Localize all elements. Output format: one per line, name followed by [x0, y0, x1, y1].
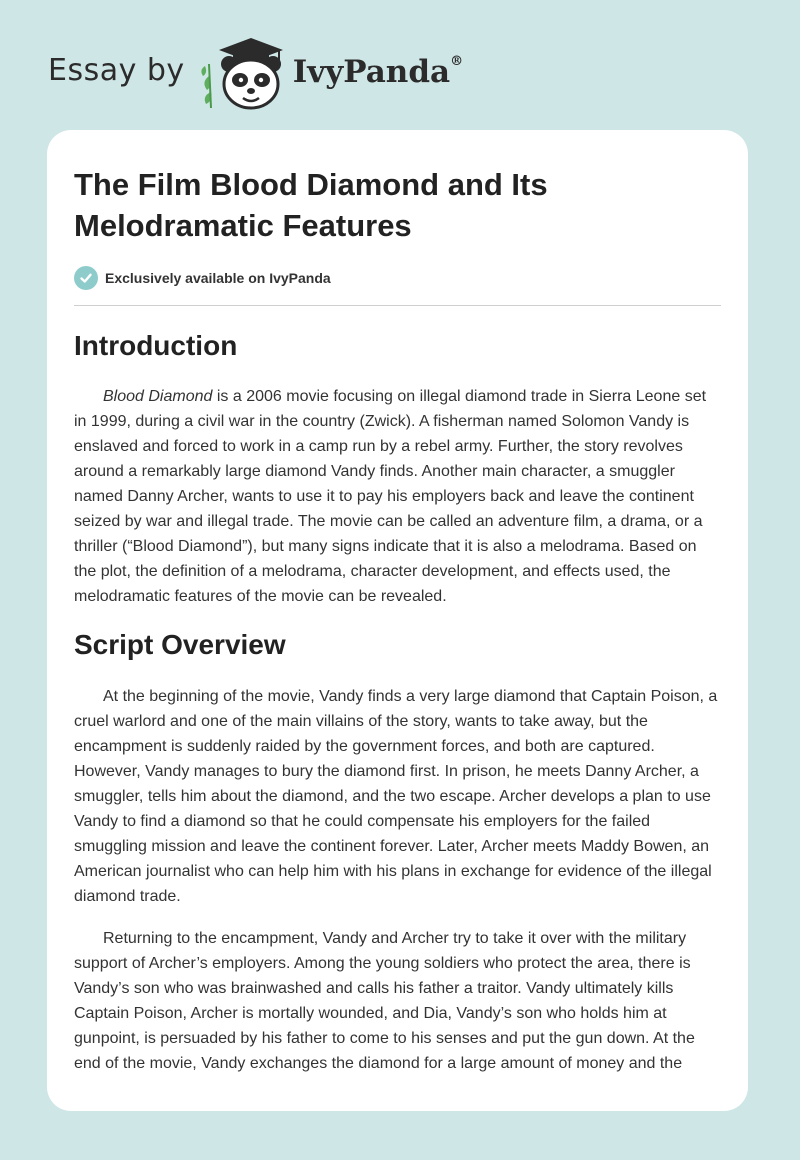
section-heading-introduction: Introduction	[74, 330, 238, 361]
script-overview-paragraph-2: Returning to the encampment, Vandy and Archer try to take it over with the military support of Archer’s employers. Among the young soldiers who protect the area, there is Vandy’s son who was brainwashed and calls his father a traitor. Vandy ultimately kills Captain Poison, Archer is mortally wounded, and Dia, Vandy’s son who holds him at gunpoint, is persuaded by his father to come to his senses and put the gun down. At the end of the movie, Vandy exchanges the diamond for a large amount of money and the	[74, 930, 695, 1072]
title-divider	[74, 305, 721, 306]
exclusive-badge	[74, 266, 721, 290]
section-heading-script-overview: Script Overview	[74, 629, 286, 660]
check-circle-icon	[74, 266, 98, 290]
essay-title: The Film Blood Diamond and Its Melodramatic Features	[74, 167, 548, 243]
panda-graduate-icon[interactable]	[199, 36, 287, 112]
site-header	[48, 36, 463, 112]
brand-prefix: Essay by	[48, 52, 185, 88]
script-overview-paragraph-1: At the beginning of the movie, Vandy finds a very large diamond that Captain Poison, a cruel warlord and one of the main villains of the story, wants to take away, but the encampment is suddenly raided by the government forces, and both are captured. However, Vandy manages to bury the diamond first. In prison, he meets Danny Archer, a smuggler, tells him about the diamond, and the two escape. Archer develops a plan to use Vandy to find a diamond so that he could compensate his employers for the failed smuggling mission and leave the continent forever. Later, Archer meets Maddy Bowen, an American journalist who can help him with his plans in exchange for evidence of the illegal diamond trade.	[74, 688, 718, 905]
brand-name[interactable]: IvyPanda®	[292, 53, 464, 90]
trademark-symbol: ®	[450, 53, 464, 69]
essay-card	[47, 130, 748, 1111]
intro-paragraph: Blood Diamond is a 2006 movie focusing on illegal diamond trade in Sierra Leone set in 1999, during a civil war in the country (Zwick). A fisherman named Solomon Vandy is enslaved and forced to work in a camp run by a rebel army. Further, the story revolves around a remarkably large diamond Vandy finds. Another main character, a smuggler named Danny Archer, wants to use it to pay his employers back and leave the continent seized by war and illegal trade. The movie can be called an adventure film, a drama, or a thriller (“Blood Diamond”), but many signs indicate that it is also a melodrama. Based on the plot, the definition of a melodrama, character development, and effects used, the melodramatic features of the movie can be revealed.	[74, 388, 707, 605]
exclusive-badge-label: Exclusively available on IvyPanda	[105, 270, 331, 286]
film-title-italic: Blood Diamond	[103, 388, 213, 405]
